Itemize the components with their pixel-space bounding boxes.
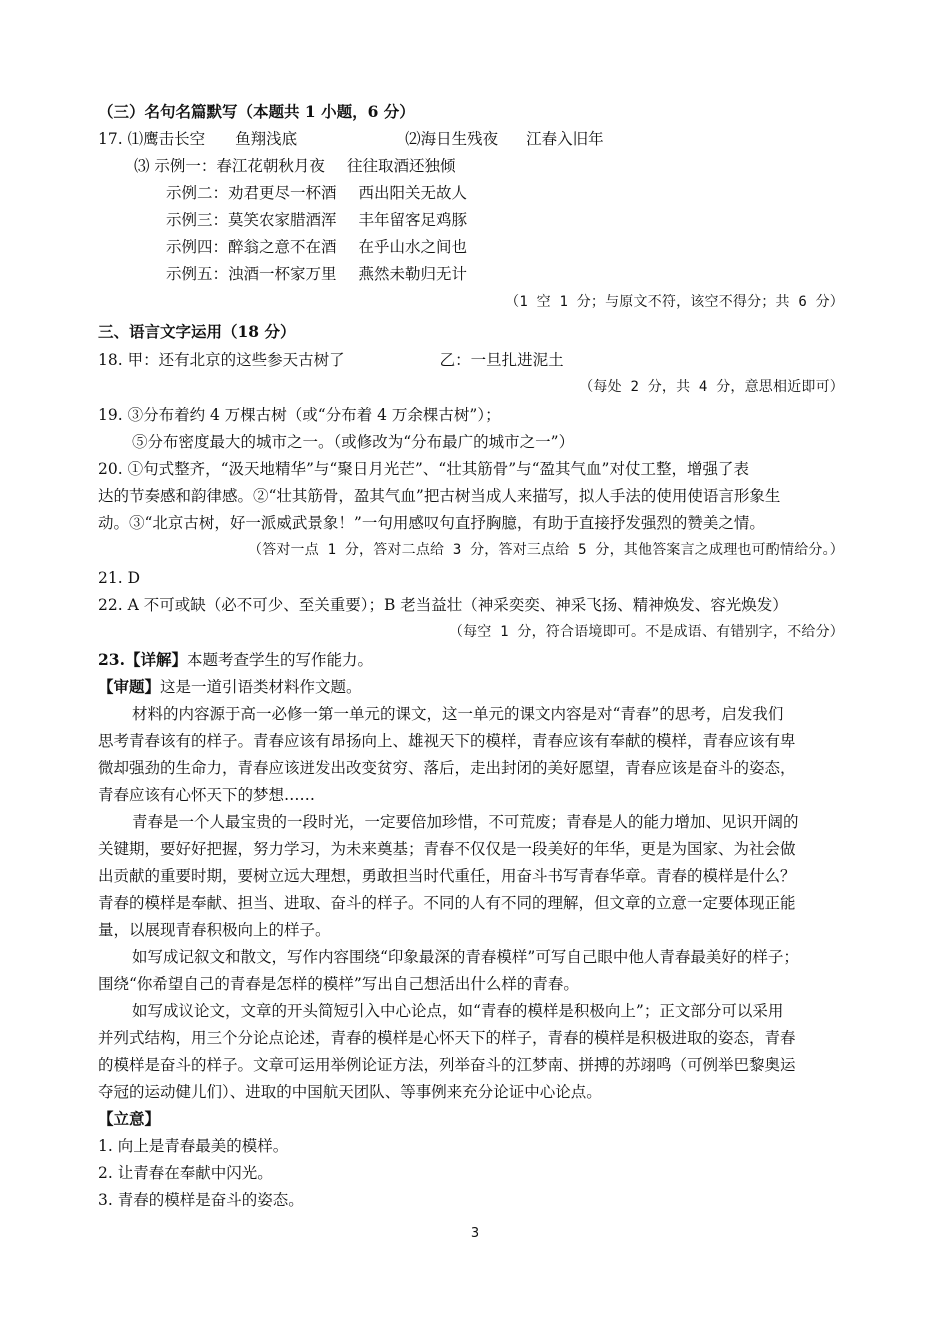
q22-line: 22. A 不可或缺（必不可少、至关重要）；B 老当益壮（神采奕奕、神采飞扬、精神焕发、容光焕发） [98, 596, 788, 614]
q17-answer-2b: 江春入旧年 [526, 130, 604, 148]
para2-line2: 关键期，要好好把握，努力学习，为未来奠基；青春不仅仅是一段美好的年华，更是为国家、为社会做 [98, 840, 796, 858]
q18-scoring-note: （每处 2 分，共 4 分，意思相近即可） [579, 379, 844, 395]
q18-line [98, 350, 858, 370]
q19-line1: 19. ③分布着约 4 万棵古树（或“分布着 4 万余棵古树”）； [98, 406, 501, 424]
para2-line4: 青春的模样是奉献、担当、进取、奋斗的样子。不同的人有不同的理解，但文章的立意一定要体现正能 [98, 894, 796, 912]
para2-line5: 量，以展现青春积极向上的样子。 [98, 921, 331, 939]
q20-line2: 达的节奏感和韵律感。②“壮其筋骨，盈其气血”把古树当成人来描写，拟人手法的使用使语言形象生 [98, 487, 781, 505]
example-label: 示例四：醉翁之意不在酒 [166, 238, 337, 256]
para4-line3: 的模样是奋斗的样子。文章可运用举例论证方法，列举奋斗的江梦南、拼搏的苏翊鸣（可例举巴黎奥运 [98, 1056, 796, 1074]
example-label: 示例五：浊酒一杯家万里 [166, 265, 337, 283]
q17-example-2 [166, 183, 926, 203]
q20-scoring-note: （答对一点 1 分，答对二点给 3 分，答对三点给 5 分，其他答案言之成理也可酌情给分。） [247, 542, 844, 558]
section-heading-dictation: （三）名句名篇默写（本题共 1 小题，6 分） [98, 102, 415, 121]
q17-example-4 [166, 237, 926, 257]
para3-line2: 围绕“你希望自己的青春是怎样的模样”写出自己想活出什么样的青春。 [98, 975, 579, 993]
para1-line2: 思考青春该有的样子。青春应该有昂扬向上、雄视天下的模样，青春应该有奉献的模样，青春应该有卑 [98, 732, 796, 750]
q20-line3: 动。③“北京古树，好一派威武景象！”一句用感叹句直抒胸臆，有助于直接抒发强烈的赞美之情。 [98, 514, 765, 532]
para2-line1: 青春是一个人最宝贵的一段时光，一定要倍加珍惜，不可荒废；青春是人的能力增加、见识开阔的 [132, 813, 799, 831]
para4-line4: 夺冠的运动健儿们）、进取的中国航天团队、等事例来充分论证中心论点。 [98, 1083, 602, 1101]
q17-line1 [98, 129, 858, 149]
shenti-tag: 【审题】 [98, 677, 161, 696]
shenti-text: 这是一道引语类材料作文题。 [160, 678, 362, 696]
example-label: 示例三：莫笑农家腊酒浑 [166, 211, 337, 229]
q23-detail-tag: 23.【详解】 [98, 650, 187, 669]
example-label: 示例二：劝君更尽一杯酒 [166, 184, 337, 202]
q17-answer-1a: 17. ⑴鹰击长空 [98, 130, 206, 148]
q17-answer-1b: 鱼翔浅底 [235, 130, 298, 148]
example-label: ⑶ 示例一：春江花朝秋月夜 [134, 157, 325, 175]
page-number: 3 [470, 1226, 480, 1241]
para1-line3: 微却强劲的生命力，青春应该迸发出改变贫穷、落后，走出封闭的美好愿望，青春应该是奋斗的姿态， [98, 759, 796, 777]
q22-scoring-note: （每空 1 分，符合语境即可。不是成语、有错别字，不给分） [448, 624, 844, 640]
liyi-item-2: 2. 让青春在奉献中闪光。 [98, 1164, 273, 1182]
q20-line1: 20. ①句式整齐，“汲天地精华”与“聚日月光芒”、“壮其筋骨”与“盈其气血”对仗工整，增强了表 [98, 460, 749, 478]
para4-line1: 如写成议论文，文章的开头简短引入中心论点，如“青春的模样是积极向上”；正文部分可以采用 [132, 1002, 784, 1020]
example-second: 往往取酒还独倾 [346, 157, 456, 175]
part3-heading: 三、语言文字运用（18 分） [98, 322, 296, 341]
para1-line4: 青春应该有心怀天下的梦想…… [98, 786, 316, 804]
q23-detail-line [98, 650, 858, 670]
example-second: 燕然未勒归无计 [358, 265, 468, 283]
q19-line2: ⑤分布密度最大的城市之一。（或修改为“分布最广的城市之一”） [132, 433, 575, 451]
q17-answer-2a: ⑵海日生残夜 [405, 130, 499, 148]
para2-line3: 出贡献的重要时期，要树立远大理想，勇敢担当时代重任，用奋斗书写青春华章。青春的模样是什么？ [98, 867, 796, 885]
para1-line1: 材料的内容源于高一必修一第一单元的课文，这一单元的课文内容是对“青春”的思考，启发我们 [132, 705, 784, 723]
liyi-heading: 【立意】 [98, 1109, 161, 1128]
q18-answer-b: 乙：一旦扎进泥土 [439, 351, 564, 369]
example-second: 丰年留客足鸡豚 [358, 211, 468, 229]
liyi-item-3: 3. 青春的模样是奋斗的姿态。 [98, 1191, 304, 1209]
q23-shenti-line [98, 677, 858, 697]
para3-line1: 如写成记叙文和散文，写作内容围绕“印象最深的青春模样”可写自己眼中他人青春最美好的样子； [132, 948, 799, 966]
q21-answer: 21. D [98, 569, 141, 587]
liyi-item-1: 1. 向上是青春最美的模样。 [98, 1137, 289, 1155]
example-second: 西出阳关无故人 [358, 184, 468, 202]
q17-scoring-note: （1 空 1 分；与原文不符，该空不得分；共 6 分） [505, 294, 844, 310]
q17-example-1 [134, 156, 894, 176]
q18-answer-a: 18. 甲：还有北京的这些参天古树了 [98, 351, 345, 369]
q17-example-5 [166, 264, 926, 284]
q23-detail-text: 本题考查学生的写作能力。 [186, 651, 373, 669]
q17-example-3 [166, 210, 926, 230]
example-second: 在乎山水之间也 [358, 238, 468, 256]
para4-line2: 并列式结构，用三个分论点论述，青春的模样是心怀天下的样子，青春的模样是积极进取的姿态，青春 [98, 1029, 796, 1047]
